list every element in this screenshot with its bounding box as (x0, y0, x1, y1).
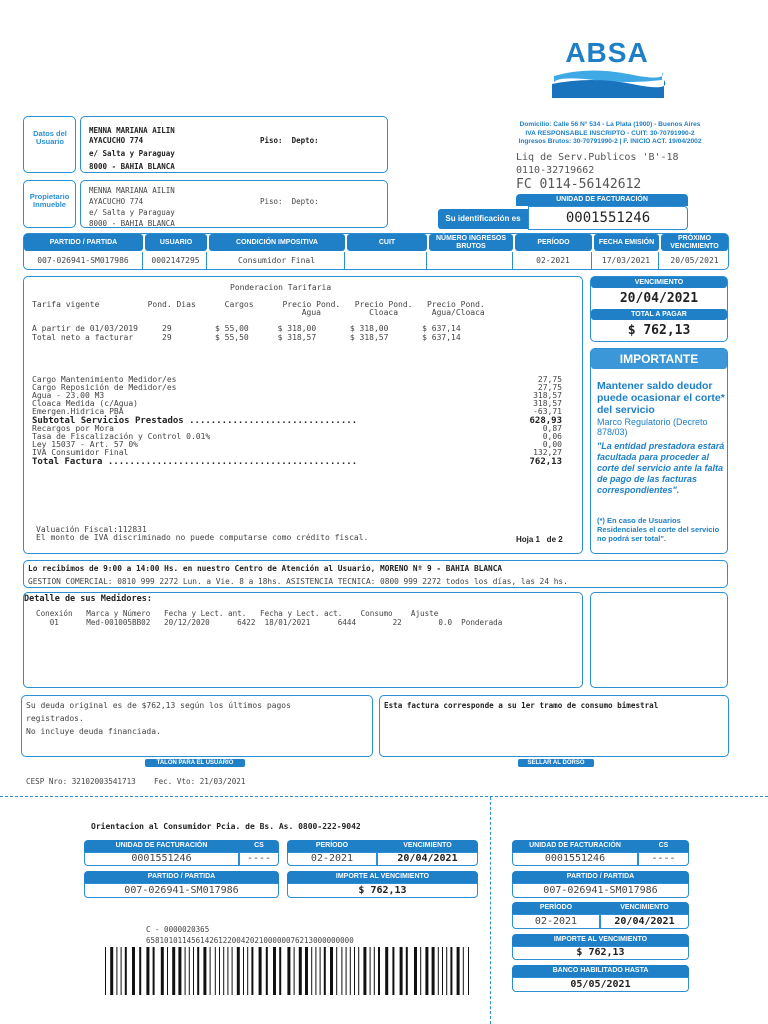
tarifa-row2: Total neto a facturar 29 $ 55,50 $ 318,57 $ 318,57 $ 637,14 (32, 333, 461, 342)
barcode-bar (320, 947, 321, 995)
right-partido-value: 007-026941-SM017986 (512, 883, 689, 898)
barcode-bar (370, 947, 371, 995)
barcode-bar (125, 947, 127, 995)
coupon-unidad-header: UNIDAD DE FACTURACIÓN (84, 840, 239, 852)
barcode-bar (406, 947, 408, 995)
barcode-bar (223, 947, 224, 995)
venc-value: 20/04/2021 (619, 291, 699, 306)
info-condicion: Consumidor Final (209, 252, 345, 269)
barcode-bar (189, 947, 190, 995)
doc-code: 0110-32719662 (516, 165, 595, 176)
barcode-number: 6581010114561426122004202100000076213000000000 (146, 936, 354, 945)
medidores-row: 01 Med-001005BB02 20/12/2020 6422 18/01/2021 6444 22 0.0 Ponderada (36, 618, 503, 627)
barcode-bar (232, 947, 233, 995)
importante-reg: Marco Regulatorio (Decreto 878/03) (597, 417, 708, 437)
charge-row: Emergen.Hidrica PBA -63,71 (32, 406, 562, 416)
charge-row: Cargo Mantenimiento Medidor/es 27,75 (32, 375, 562, 384)
right-periodo-value: 02-2021 (512, 914, 600, 929)
barcode-bar (450, 947, 452, 995)
info-header-condicion: CONDICIÓN IMPOSITIVA (209, 234, 345, 251)
liq-text: Liq de Serv.Publicos 'B'-18 (516, 152, 679, 163)
barcode-bar (354, 947, 355, 995)
info-usuario: 0002147295 (145, 252, 207, 269)
propietario-between: e/ Salta y Paraguay (89, 208, 175, 217)
barcode-bar (341, 947, 342, 995)
logo-wave-icon (548, 68, 666, 98)
company-ingresos: Ingresos Brutos: 30-70791990-2 | F. INICIO ACT. 19/04/2002 (518, 138, 702, 145)
logo-name: AGUAS BONAERENSES S.A. (555, 98, 659, 107)
barcode-bar (227, 947, 228, 995)
barcode-bar (425, 947, 428, 995)
barcode-bar (121, 947, 122, 995)
right-venc-header: VENCIMIENTO (600, 902, 689, 914)
barcode-bar (215, 947, 216, 995)
right-importe-header: IMPORTE AL VENCIMIENTO (512, 934, 689, 946)
tarifa-head: Tarifa vigente Pond. Dias Cargos Precio Pond. Precio Pond. Precio Pond. (32, 300, 485, 309)
usuario-city: 8000 - BAHIA BLANCA (89, 162, 175, 171)
charge-row: Cargo Reposición de Medidor/es 27,75 (32, 382, 562, 392)
barcode-bar (442, 947, 443, 995)
barcode-bar (468, 947, 469, 995)
barcode-bar (350, 947, 351, 995)
coupon-venc-header: VENCIMIENTO (377, 840, 478, 852)
barcode-bar (305, 947, 308, 995)
deuda-line3: No incluye deuda financiada. (26, 727, 161, 736)
logo-brand: ABSA (565, 37, 649, 68)
importante-note: (*) En caso de Usuarios Residenciales el corte del servicio no podrá ser total". (597, 516, 720, 543)
talon-label: TALÓN PARA EL USUARIO (145, 759, 245, 767)
barcode-bar (167, 947, 168, 995)
charge-row: Ley 15037 - Art. 57 0% 0,00 (32, 440, 562, 450)
info-ingresos (429, 252, 513, 269)
cesp-text: CESP Nro: 32102003541713 Fec. Vto: 21/03/2021 (26, 777, 246, 786)
importante-bold: Mantener saldo deudor puede ocasionar el corte* del servicio (597, 380, 725, 416)
coupon-periodo-header: PERÍODO (287, 840, 377, 852)
barcode-bar (110, 947, 113, 995)
coupon-importe-value: $ 762,13 (287, 883, 478, 898)
barcode-bar (219, 947, 220, 995)
coupon-unidad-value: 0001551246 (84, 852, 239, 866)
barcode-bar (203, 947, 206, 995)
barcode-bar (363, 947, 366, 995)
orientacion-text: Orientacion al Consumidor Pcia. de Bs. As. 0800-222-9042 (91, 822, 361, 831)
charge-row: Tasa de Fiscalización y Control 0.01% 0,06 (32, 432, 562, 442)
usuario-piso: Piso: Depto: (260, 136, 319, 145)
barcode-bar (336, 947, 337, 995)
right-importe-value: $ 762,13 (512, 946, 689, 960)
coupon-partido-value: 007-026941-SM017986 (84, 883, 279, 898)
barcode-bar (385, 947, 388, 995)
total-row: Total Factura .............................................. 762,13 (32, 457, 562, 468)
barcode-bar (324, 947, 326, 995)
barcode-bar (432, 947, 435, 995)
coupon-c-code: C - 0000020365 (146, 925, 210, 934)
barcode-bar (279, 947, 281, 995)
medidores-side-box (590, 592, 728, 688)
right-partido-header: PARTIDO / PARTIDA (512, 871, 689, 883)
right-unidad-header: UNIDAD DE FACTURACIÓN (512, 840, 638, 852)
barcode-bar (178, 947, 181, 995)
usuario-name: MENNA MARIANA AILIN (89, 126, 175, 135)
barcode-bar (330, 947, 333, 995)
barcode-bar (438, 947, 439, 995)
charge-list (32, 376, 562, 467)
info-header-cuit: CUIT (347, 234, 427, 251)
cut-line-vertical (490, 797, 491, 1024)
info-header-partido: PARTIDO / PARTIDA (24, 234, 143, 251)
info-header-periodo: PERÍODO (515, 234, 592, 251)
company-iva: IVA RESPONSABLE INSCRIPTO - CUIT: 30-70791990-2 (525, 129, 695, 137)
cut-line (0, 796, 768, 797)
barcode-bar (378, 947, 380, 995)
right-cs-header: CS (638, 840, 689, 852)
info-partido: 007-026941-SM017986 (24, 252, 143, 269)
barcode-bar (374, 947, 375, 995)
coupon-partido-header: PARTIDO / PARTIDA (84, 871, 279, 883)
right-periodo-header: PERÍODO (512, 902, 600, 914)
atencion-line2: GESTION COMERCIAL: 0810 999 2272 Lun. a Vie. 8 a 18hs. ASISTENCIA TECNICA: 0800 999 2272 todos los días, las 24 hs. (28, 577, 568, 586)
barcode (103, 947, 473, 995)
importante-header: IMPORTANTE (591, 349, 727, 369)
barcode-bar (392, 947, 394, 995)
deuda-line1: Su deuda original es de $762,13 según los últimos pagos (26, 701, 291, 710)
barcode-bar (273, 947, 276, 995)
barcode-bar (132, 947, 135, 995)
charge-row: Cloaca Medida (c/Agua) 318,57 (32, 398, 562, 408)
barcode-bar (299, 947, 302, 995)
banco-value: 05/05/2021 (512, 977, 689, 992)
su-id-value: 0001551246 (528, 206, 688, 230)
barcode-bar (294, 947, 295, 995)
barcode-bar (139, 947, 141, 995)
barcode-bar (463, 947, 464, 995)
fc-number: FC 0114-56142612 (516, 177, 642, 192)
info-proximo: 20/05/2021 (670, 256, 719, 265)
usuario-street: AYACUCHO 774 (89, 136, 144, 145)
charge-row: Recargos por Mora 0,87 (32, 424, 562, 434)
medidores-box (23, 592, 583, 688)
info-header-proximo: PRÓXIMO VENCIMIENTO (661, 234, 728, 251)
barcode-bar (146, 947, 149, 995)
info-cuit (347, 252, 427, 269)
barcode-bar (237, 947, 240, 995)
tarifa-title: Ponderacion Tarifaria (230, 283, 332, 292)
barcode-bar (315, 947, 316, 995)
barcode-bar (414, 947, 417, 995)
info-periodo: 02-2021 (515, 252, 592, 269)
barcode-bar (346, 947, 347, 995)
info-header-ingresos: NÚMERO INGRESOS BRUTOS (429, 234, 513, 251)
barcode-bar (287, 947, 290, 995)
barcode-bar (400, 947, 403, 995)
coupon-cs-header: CS (239, 840, 279, 852)
barcode-bar (197, 947, 199, 995)
medidores-head: Conexión Marca y Número Fecha y Lect. ant. Fecha y Lect. act. Consumo Ajuste (36, 609, 439, 618)
barcode-bar (420, 947, 421, 995)
iva-note: El monto de IVA discriminado no puede computarse como crédito fiscal. (36, 533, 369, 542)
coupon-importe-header: IMPORTE AL VENCIMIENTO (287, 871, 478, 883)
subtotal-row: Subtotal Servicios Prestados ............................... 628,93 (32, 416, 562, 427)
company-address: Domicilio: Calle 56 N° 534 - La Plata (1900) - Buenos Aires (519, 121, 701, 128)
barcode-bar (193, 947, 194, 995)
barcode-bar (116, 947, 117, 995)
barcode-bar (105, 947, 106, 995)
barcode-bar (185, 947, 186, 995)
barcode-bar (259, 947, 262, 995)
barcode-bar (153, 947, 155, 995)
barcode-bar (311, 947, 312, 995)
propietario-label: Propietario Inmueble (29, 192, 70, 209)
banco-header: BANCO HABILITADO HASTA (512, 965, 689, 977)
hoja-label: Hoja 1 de 2 (516, 535, 563, 544)
atencion-line1: Lo recibimos de 9:00 a 14:00 Hs. en nuestro Centro de Atención al Usuario, MORENO Nº 9 - BAHIA BLANCA (28, 564, 503, 573)
total-value: $ 762,13 (627, 323, 691, 338)
coupon-venc-value: 20/04/2021 (377, 852, 478, 866)
charge-row: Agua - 23.00 M3 318,57 (32, 390, 562, 400)
barcode-bar (457, 947, 460, 995)
company-logo (548, 38, 666, 118)
usuario-label: Datos del Usuario (33, 129, 67, 146)
right-venc-value: 20/04/2021 (600, 914, 689, 929)
barcode-bar (247, 947, 248, 995)
barcode-bar (161, 947, 164, 995)
medidores-title: Detalle de sus Medidores: (24, 594, 152, 604)
barcode-bars (103, 947, 473, 995)
charge-row: IVA Consumidor Final 132,27 (32, 448, 562, 458)
coupon-periodo-value: 02-2021 (287, 852, 377, 866)
sellar-label: SELLAR AL DORSO (518, 759, 594, 767)
barcode-bar (243, 947, 244, 995)
propietario-piso: Piso: Depto: (260, 197, 319, 206)
barcode-bar (358, 947, 359, 995)
tarifa-head2: Agua Cloaca Agua/Cloaca (32, 308, 485, 317)
barcode-bar (446, 947, 447, 995)
barcode-bar (266, 947, 268, 995)
deuda-line2: registrados. (26, 714, 84, 723)
su-id-label: Su identificación es (438, 209, 528, 229)
importante-quote: "La entidad prestadora estará facultada para proceder al corte del servicio ante la falta de pago de las facturas correspondientes". (597, 441, 725, 495)
tramo-text: Esta factura corresponde a su 1er tramo de consumo bimestral (384, 701, 659, 710)
coupon-cs-value: ---- (239, 852, 279, 866)
tarifa-row1: A partir de 01/03/2019 29 $ 55,00 $ 318,00 $ 318,00 $ 637,14 (32, 324, 461, 333)
barcode-bar (251, 947, 253, 995)
valuacion-fiscal: Valuación Fiscal:112831 (36, 525, 147, 534)
barcode-bar (172, 947, 175, 995)
propietario-name: MENNA MARIANA AILIN (89, 186, 175, 195)
right-cs-value: ---- (638, 852, 689, 866)
right-unidad-value: 0001551246 (512, 852, 638, 866)
total-header: TOTAL A PAGAR (591, 309, 727, 320)
unidad-header: UNIDAD DE FACTURACIÓN (516, 194, 688, 206)
info-emision: 17/03/2021 (594, 252, 659, 269)
propietario-city: 8000 - BAHIA BLANCA (89, 219, 175, 228)
info-header-usuario: USUARIO (145, 234, 207, 251)
usuario-between: e/ Salta y Paraguay (89, 149, 175, 158)
propietario-street: AYACUCHO 774 (89, 197, 144, 206)
barcode-bar (210, 947, 211, 995)
venc-header: VENCIMIENTO (591, 277, 727, 288)
info-header-emision: FECHA EMISIÓN (594, 234, 659, 251)
